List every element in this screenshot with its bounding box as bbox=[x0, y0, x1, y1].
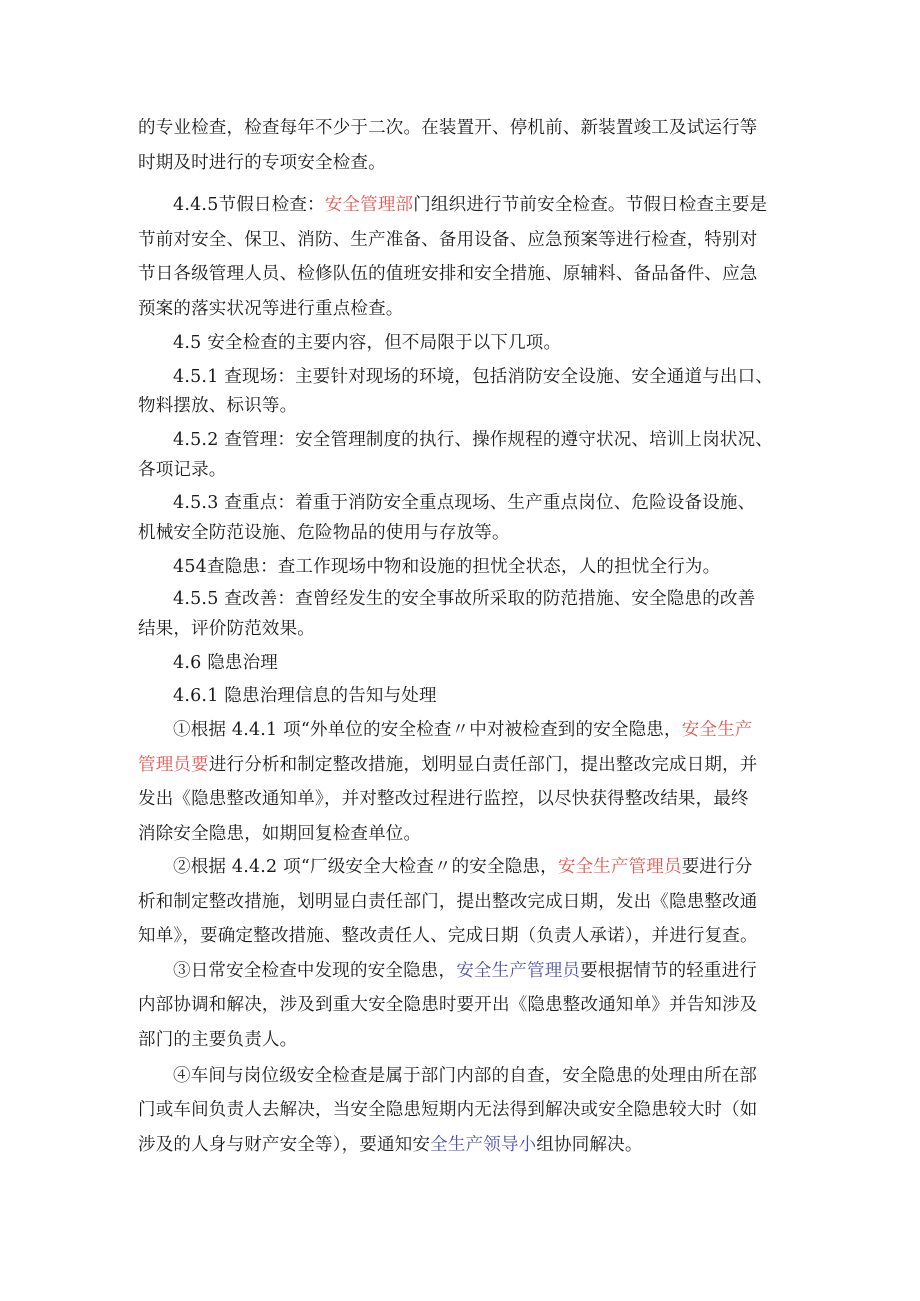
text-segment: 要进行分 bbox=[681, 857, 753, 877]
text-segment: 进行分析和制定整改措施，划明显白责任部门，提出整改完成日期，并 bbox=[208, 755, 758, 775]
text-line: 发出《隐患整改通知单》，并对整改过程进行监控，以尽快获得整改结果，最终 bbox=[138, 789, 749, 809]
text-line: 内部协调和解决，涉及到重大安全隐患时要开出《隐患整改通知单》并告知涉及 bbox=[138, 995, 758, 1015]
text-line: 门或车间负责人去解决，当安全隐患短期内无法得到解决或安全隐患较大时（如 bbox=[138, 1100, 758, 1120]
text-line bbox=[138, 753, 758, 777]
text-line: 各项记录。 bbox=[138, 460, 227, 480]
text-line bbox=[173, 959, 757, 983]
text-line bbox=[173, 855, 753, 879]
text-line: 4.5.3 查重点：着重于消防安全重点现场、生产重点岗位、危险设备设施、 bbox=[173, 493, 756, 513]
text-segment: ③日常安全检查中发现的安全隐患， bbox=[173, 961, 457, 981]
text-line: 知单》，要确定整改措施、整改责任人、完成日期（负责人承诺），并进行复查。 bbox=[138, 926, 758, 946]
text-segment: 4.4.5节假日检查： bbox=[173, 195, 325, 215]
text-line: 节日各级管理人员、检修队伍的值班安排和安全措施、原辅料、备品备件、应急 bbox=[138, 264, 758, 284]
text-line: 结果，评价防范效果。 bbox=[138, 619, 315, 639]
text-line bbox=[173, 193, 767, 217]
text-line: 节前对安全、保卫、消防、生产准备、备用设备、应急预案等进行检查，特别对 bbox=[138, 230, 758, 250]
highlight-red: 管理员要 bbox=[138, 755, 209, 775]
text-line: 4.5.5 查改善：查曾经发生的安全事故所采取的防范措施、安全隐患的改善 bbox=[173, 589, 756, 609]
text-line: 预案的落实状况等进行重点检查。 bbox=[138, 299, 404, 319]
text-line: 4.5.1 查现场：主要针对现场的环境，包括消防安全设施、安全通道与出口、 bbox=[173, 367, 773, 387]
text-segment: ①根据 4.4.1 项“外单位的安全检查〃中对被检查到的安全隐患， bbox=[173, 720, 682, 740]
text-line: 的专业检查，检查每年不少于二次。在装置开、停机前、新装置竣工及试运行等 bbox=[138, 118, 758, 138]
text-segment: 门组织进行节前安全检查。节假日检查主要是 bbox=[413, 195, 768, 215]
text-line bbox=[138, 1133, 643, 1157]
text-line: 消除安全隐患，如期回复检查单位。 bbox=[138, 824, 422, 844]
text-segment: 涉及的人身与财产安全等），要通知安 bbox=[138, 1135, 431, 1155]
highlight-red: 安全生产管理员 bbox=[557, 857, 682, 877]
text-line: 机械安全防范设施、危险物品的使用与存放等。 bbox=[138, 523, 510, 543]
highlight-red: 安全管理部 bbox=[324, 195, 414, 215]
text-segment: 组协同解决。 bbox=[536, 1135, 643, 1155]
text-line: 时期及时进行的专项安全检查。 bbox=[138, 153, 386, 173]
section-heading: 4.5 安全检查的主要内容，但不局限于以下几项。 bbox=[173, 333, 562, 353]
section-heading: 4.6 隐患治理 bbox=[173, 653, 278, 673]
highlight-red: 安全生产 bbox=[681, 720, 753, 740]
subsection-heading: 4.6.1 隐患治理信息的告知与处理 bbox=[173, 686, 437, 706]
text-line: 4.5.2 查管理：安全管理制度的执行、操作规程的遵守状况、培训上岗状况、 bbox=[173, 430, 773, 450]
text-line: 物料摆放、标识等。 bbox=[138, 396, 298, 416]
text-line bbox=[173, 718, 753, 742]
highlight-blue: 安全生产管理员 bbox=[456, 961, 581, 981]
text-segment: ②根据 4.4.2 项“厂级安全大检查〃的安全隐患， bbox=[173, 857, 558, 877]
highlight-blue: 全生产领导小 bbox=[430, 1135, 537, 1155]
text-line: 析和制定整改措施，划明显白责任部门，提出整改完成日期，发出《隐患整改通 bbox=[138, 892, 758, 912]
text-line: 部门的主要负责人。 bbox=[138, 1030, 298, 1050]
text-segment: 要根据情节的轻重进行 bbox=[580, 961, 758, 981]
text-line: 454查隐患：查工作现场中物和设施的担忧全状态，人的担忧全行为。 bbox=[173, 557, 721, 577]
text-line: ④车间与岗位级安全检查是属于部门内部的自查，安全隐患的处理由所在部 bbox=[173, 1066, 758, 1086]
